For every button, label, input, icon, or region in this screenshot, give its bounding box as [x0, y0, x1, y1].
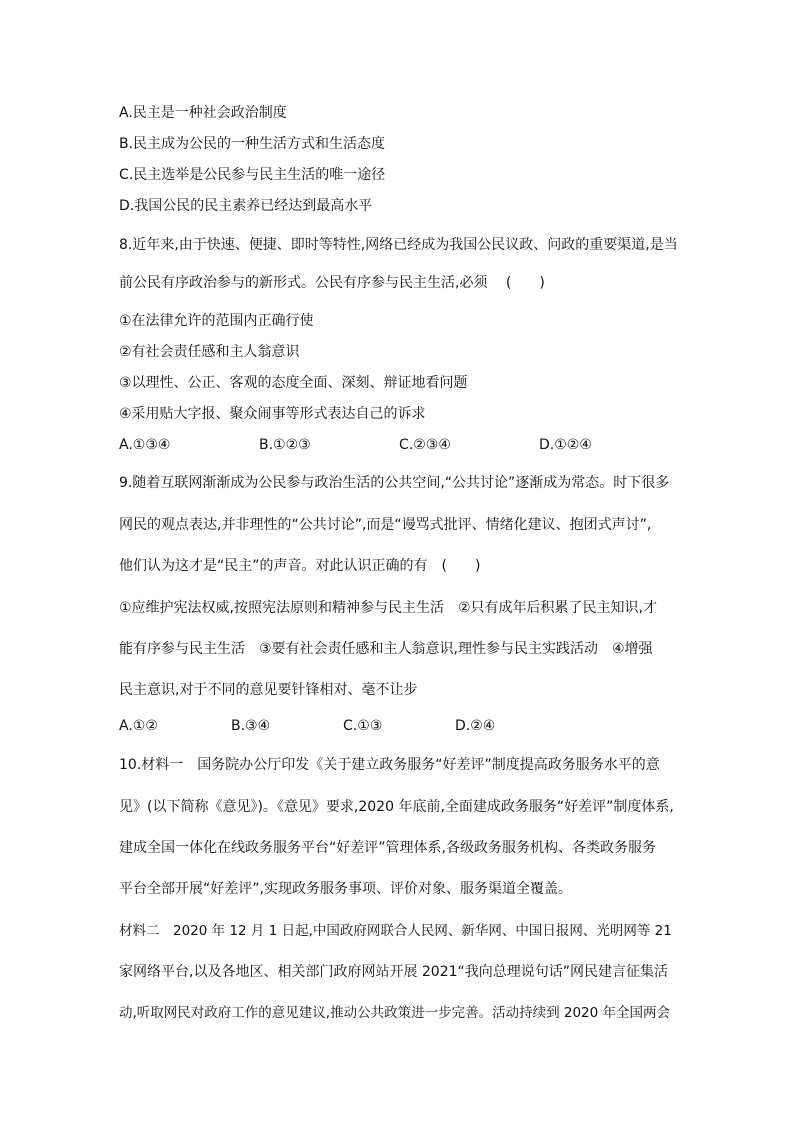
q8-statement-2: ②有社会责任感和主人翁意识 — [119, 344, 300, 360]
q8-statement-3: ③以理性、公正、客观的态度全面、深刻、辩证地看问题 — [119, 375, 468, 391]
q8-statement-4: ④采用贴大字报、聚众闹事等形式表达自己的诉求 — [119, 406, 426, 422]
q7-option-b: B.民主成为公民的一种生活方式和生活态度 — [119, 136, 386, 152]
q10-material1-line4: 平台全部开展“好差评”,实现政务服务事项、评价对象、服务渠道全覆盖。 — [119, 881, 572, 897]
q9-answer-c: C.①③ — [343, 718, 383, 734]
q8-answer-c: C.②③④ — [399, 437, 451, 453]
q8-answer-b: B.①②③ — [259, 437, 311, 453]
q9-stem-line1: 9.随着互联网渐渐成为公民参与政治生活的公共空间,“公共讨论”逐渐成为常态。时下很多 — [119, 475, 670, 491]
q9-statement-line2: 能有序参与民主生活 ③要有社会责任感和主人翁意识,理性参与民主实践活动 ④增强 — [119, 641, 653, 657]
q10-material1-line2: 见》(以下简称《意见》)。《意见》要求,2020 年底前,全面建成政务服务“好差评”制度体系, — [119, 799, 674, 815]
q10-material2-line2: 家网络平台,以及各地区、相关部门政府网站开展 2021“我向总理说句话”网民建言征集活 — [119, 964, 669, 980]
q7-option-c: C.民主选举是公民参与民主生活的唯一途径 — [119, 167, 386, 183]
q9-statement-line1: ①应维护宪法权威,按照宪法原则和精神参与民主生活 ②只有成年后积累了民主知识,才 — [119, 600, 657, 616]
q8-answer-a: A.①③④ — [119, 437, 171, 453]
q9-stem-line3: 他们认为这才是“民主”的声音。对此认识正确的有 ( ) — [119, 558, 481, 574]
q7-option-d: D.我国公民的民主素养已经达到最高水平 — [119, 198, 373, 214]
q9-answer-b: B.③④ — [231, 718, 271, 734]
q10-material2-line3: 动,听取网民对政府工作的意见建议,推动公共政策进一步完善。活动持续到 2020 年全国两会 — [119, 1005, 671, 1021]
q9-statement-line3: 民主意识,对于不同的意见要针锋相对、毫不让步 — [119, 682, 418, 698]
q7-option-a: A.民主是一种社会政治制度 — [119, 105, 287, 121]
q9-answer-d: D.②④ — [455, 718, 496, 734]
q8-statement-1: ①在法律允许的范围内正确行使 — [119, 313, 314, 329]
q9-stem-line2: 网民的观点表达,并非理性的“公共讨论”,而是“谩骂式批评、情绪化建议、抱团式声讨”, — [119, 517, 652, 533]
q10-material1-line3: 建成全国一体化在线政务服务平台“好差评”管理体系,各级政务服务机构、各类政务服务 — [119, 840, 656, 856]
q10-material1-line1: 10.材料一 国务院办公厅印发《关于建立政务服务“好差评”制度提高政务服务水平的意 — [119, 757, 660, 773]
q8-stem-line1: 8.近年来,由于快速、便捷、即时等特性,网络已经成为我国公民议政、问政的重要渠道,是当 — [119, 237, 678, 253]
q9-answer-a: A.①② — [119, 718, 158, 734]
q8-answer-d: D.①②④ — [539, 437, 592, 453]
q8-stem-line2: 前公民有序政治参与的新形式。公民有序参与民主生活,必须 ( ) — [119, 275, 545, 291]
q10-material2-line1: 材料二 2020 年 12 月 1 日起,中国政府网联合人民网、新华网、中国日报网、光明网等 21 — [119, 923, 672, 939]
